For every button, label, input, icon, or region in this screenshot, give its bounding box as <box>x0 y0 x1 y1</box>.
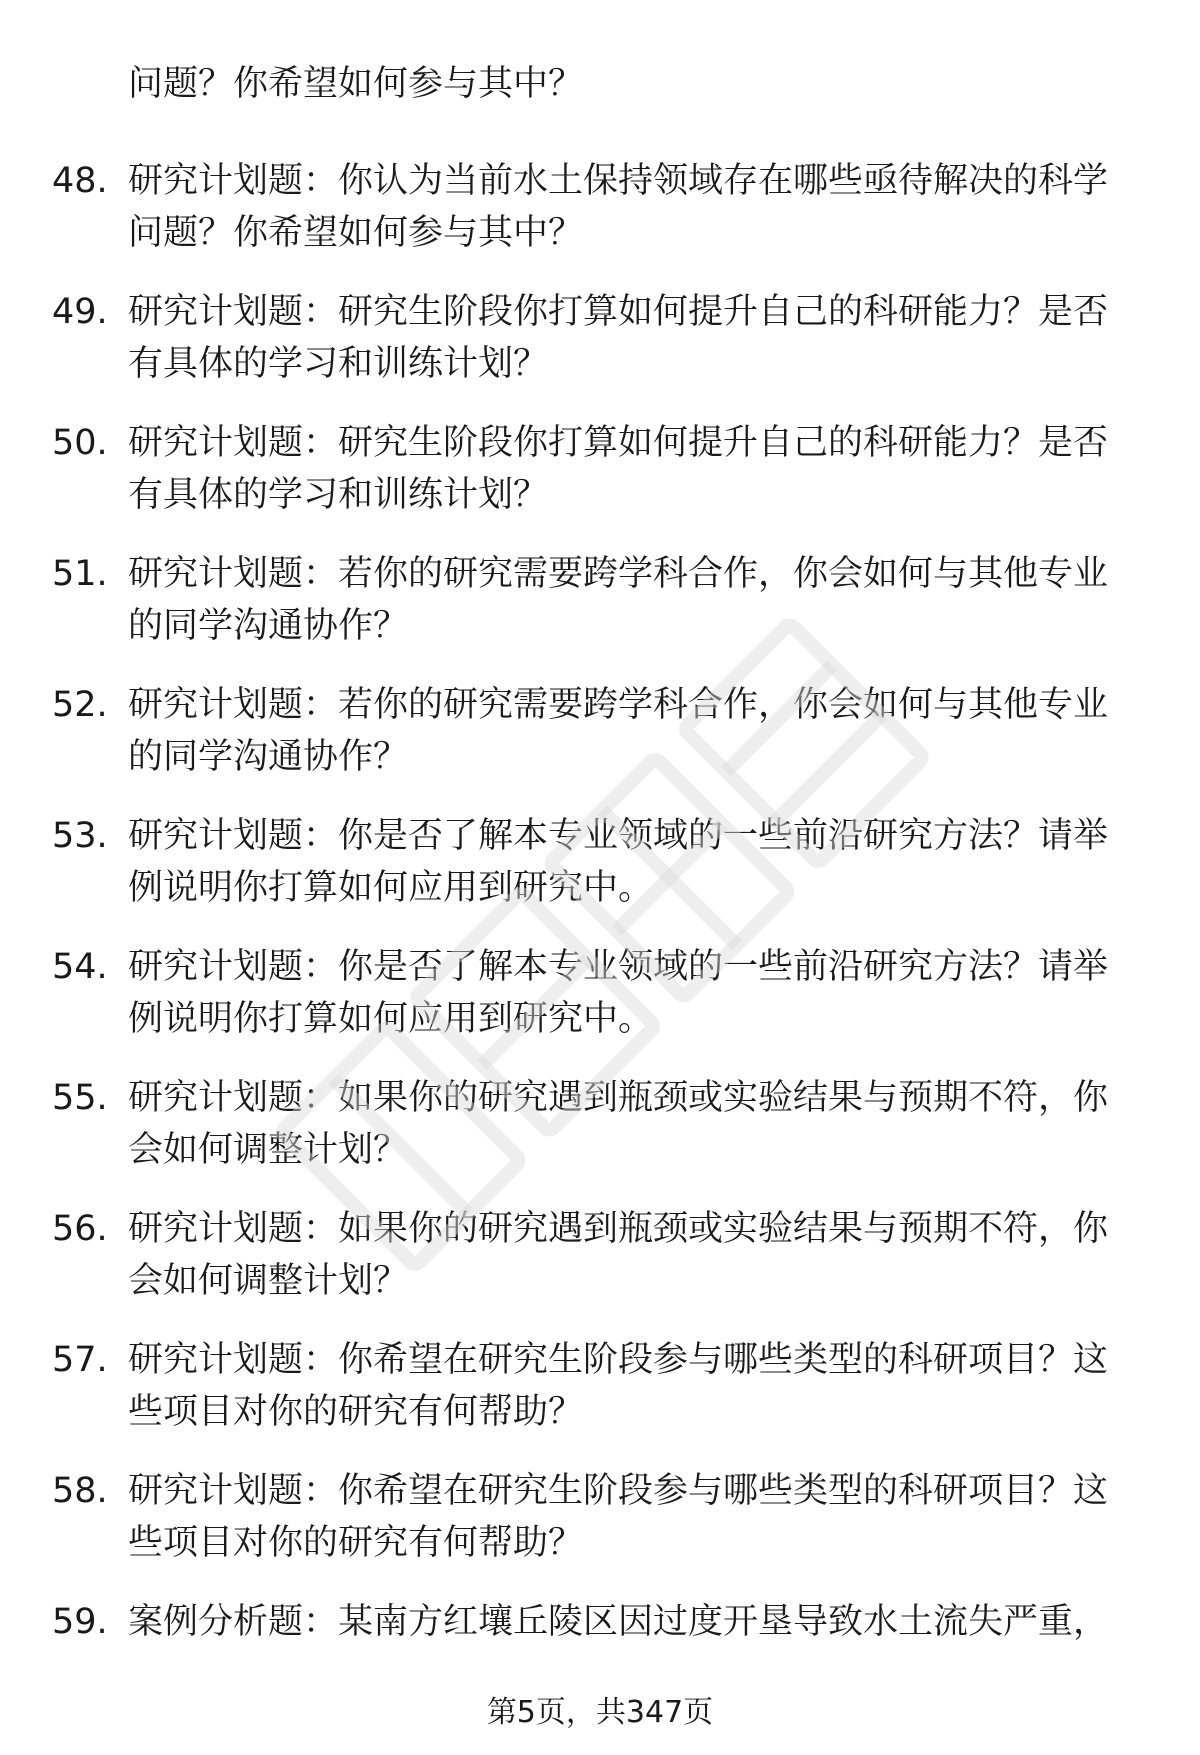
question-number: 54. <box>52 947 108 987</box>
question-number: 55. <box>52 1078 108 1118</box>
question-number: 50. <box>52 423 108 463</box>
question-number: 48. <box>52 161 108 201</box>
question-text: 研究计划题：你希望在研究生阶段参与哪些类型的科研项目？这些项目对你的研究有何帮助？ <box>128 1471 1109 1563</box>
question-number: 51. <box>52 554 108 594</box>
question-text: 研究计划题：你希望在研究生阶段参与哪些类型的科研项目？这些项目对你的研究有何帮助？ <box>128 1340 1109 1432</box>
question-text: 研究计划题：如果你的研究遇到瓶颈或实验结果与预期不符，你会如何调整计划？ <box>128 1078 1109 1170</box>
question-text: 研究计划题：你认为当前水土保持领域存在哪些亟待解决的科学问题？你希望如何参与其中？ <box>128 161 1109 253</box>
continued-question-text: 问题？你希望如何参与其中？ <box>128 64 584 104</box>
question-text: 研究计划题：你是否了解本专业领域的一些前沿研究方法？请举例说明你打算如何应用到研究中。 <box>128 947 1109 1039</box>
question-item <box>0 417 1200 523</box>
question-item <box>0 941 1200 1047</box>
question-text: 研究计划题：若你的研究需要跨学科合作，你会如何与其他专业的同学沟通协作？ <box>128 685 1109 777</box>
question-text: 研究计划题：如果你的研究遇到瓶颈或实验结果与预期不符，你会如何调整计划？ <box>128 1209 1109 1301</box>
question-item <box>0 810 1200 916</box>
question-text: 案例分析题：某南方红壤丘陵区因过度开垦导致水土流失严重， <box>128 1602 1109 1642</box>
question-number: 49. <box>52 292 108 332</box>
question-item <box>0 1596 1200 1702</box>
question-item <box>0 1465 1200 1571</box>
question-item <box>0 1203 1200 1309</box>
question-item <box>0 286 1200 392</box>
question-list <box>0 155 1200 1727</box>
question-text: 研究计划题：研究生阶段你打算如何提升自己的科研能力？是否有具体的学习和训练计划？ <box>128 423 1109 515</box>
question-item <box>0 679 1200 785</box>
question-number: 57. <box>52 1340 108 1380</box>
question-number: 58. <box>52 1471 108 1511</box>
question-item <box>0 1334 1200 1440</box>
question-number: 52. <box>52 685 108 725</box>
question-text: 研究计划题：研究生阶段你打算如何提升自己的科研能力？是否有具体的学习和训练计划？ <box>128 292 1109 384</box>
question-item <box>0 155 1200 261</box>
question-item <box>0 1072 1200 1178</box>
question-item <box>0 548 1200 654</box>
question-number: 59. <box>52 1602 108 1642</box>
page-footer: 第5页，共347页 <box>486 1695 714 1730</box>
question-text: 研究计划题：你是否了解本专业领域的一些前沿研究方法？请举例说明你打算如何应用到研究中。 <box>128 816 1109 908</box>
question-text: 研究计划题：若你的研究需要跨学科合作，你会如何与其他专业的同学沟通协作？ <box>128 554 1109 646</box>
question-number: 53. <box>52 816 108 856</box>
question-number: 56. <box>52 1209 108 1249</box>
